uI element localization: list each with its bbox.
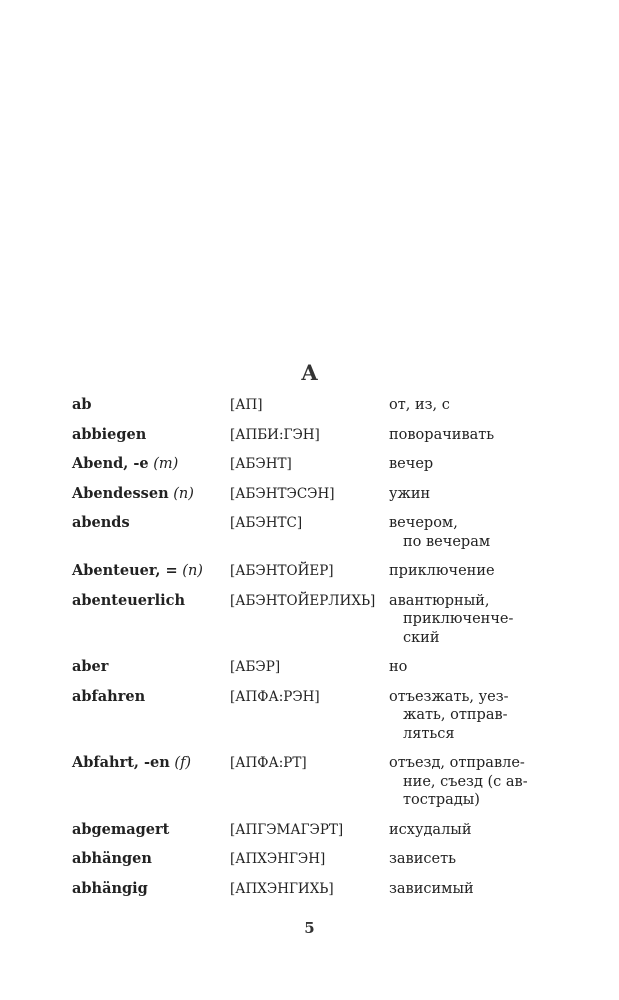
translation-line: зависеть bbox=[389, 851, 456, 867]
entry-word: abhängig bbox=[72, 879, 148, 897]
entry-headword bbox=[72, 754, 230, 773]
entry-headword bbox=[72, 850, 230, 869]
entry-word: Abendessen bbox=[72, 484, 169, 502]
translation-line: приключение bbox=[389, 563, 495, 579]
translation-line: от, из, с bbox=[389, 397, 450, 413]
translation-line: ляться bbox=[403, 725, 455, 742]
entry-gender: (f) bbox=[174, 755, 192, 771]
entry-translation bbox=[389, 592, 552, 648]
translation-line: жать, отправ- bbox=[403, 707, 508, 723]
entry-word: Abend, -e bbox=[72, 455, 149, 472]
entry-headword bbox=[72, 514, 230, 533]
entry-translation bbox=[389, 658, 552, 677]
dictionary-entry bbox=[72, 485, 552, 504]
entry-pronunciation: [АПБИ:ГЭН] bbox=[230, 426, 320, 443]
entry-gender: (m) bbox=[153, 456, 179, 472]
dictionary-entry bbox=[72, 658, 552, 677]
entry-translation bbox=[389, 821, 552, 840]
entry-word: Abfahrt, -en bbox=[72, 754, 170, 771]
dictionary-entry bbox=[72, 688, 552, 744]
translation-line: отъезжать, уез- bbox=[389, 688, 509, 705]
entry-pronunciation: [АПГЭМАГЭРТ] bbox=[230, 821, 344, 838]
entry-pronunciation: [АБЭНТЭСЭН] bbox=[230, 485, 335, 502]
entry-pronunciation: [АПХЭНГИХЬ] bbox=[230, 880, 334, 897]
entry-translation bbox=[389, 850, 552, 869]
entry-pronunciation: [АП] bbox=[230, 397, 263, 413]
entry-word: abhängen bbox=[72, 850, 152, 867]
translation-line: но bbox=[389, 659, 408, 675]
entry-translation bbox=[389, 754, 552, 810]
translation-line: отъезд, отправле- bbox=[389, 755, 525, 771]
entry-translation bbox=[389, 455, 552, 474]
translation-line: поворачивать bbox=[389, 426, 495, 443]
entry-word: abgemagert bbox=[72, 820, 170, 838]
entry-translation bbox=[389, 396, 552, 415]
dictionary-entry bbox=[72, 880, 552, 899]
entry-headword bbox=[72, 396, 230, 415]
entry-word: abenteuerlich bbox=[72, 591, 186, 609]
translation-line: зависимый bbox=[389, 880, 474, 897]
translation-line: приключенче- bbox=[403, 611, 514, 627]
entry-translation bbox=[389, 880, 552, 899]
dictionary-entry bbox=[72, 426, 552, 445]
entry-gender: (n) bbox=[173, 485, 194, 502]
translation-line: ние, съезд (с ав- bbox=[403, 773, 528, 790]
entry-headword bbox=[72, 821, 230, 840]
entry-pronunciation: [АПХЭНГЭН] bbox=[230, 851, 326, 867]
entry-translation bbox=[389, 426, 552, 445]
dictionary-entries bbox=[72, 396, 552, 909]
dictionary-entry bbox=[72, 754, 552, 810]
translation-line: по вечерам bbox=[403, 533, 491, 550]
entry-pronunciation: [АБЭНТОЙЕРЛИХЬ] bbox=[230, 592, 376, 609]
entry-headword bbox=[72, 426, 230, 445]
entry-headword bbox=[72, 658, 230, 677]
dictionary-entry bbox=[72, 850, 552, 869]
entry-word: aber bbox=[72, 658, 109, 675]
entry-word: abfahren bbox=[72, 687, 146, 705]
entry-headword bbox=[72, 688, 230, 707]
dictionary-entry bbox=[72, 592, 552, 648]
translation-line: вечером, bbox=[389, 515, 458, 531]
dictionary-entry bbox=[72, 514, 552, 551]
entry-pronunciation: [АБЭНТС] bbox=[230, 515, 303, 531]
translation-line: ужин bbox=[389, 485, 431, 502]
entry-pronunciation: [АПФА:РЭН] bbox=[230, 688, 320, 705]
entry-translation bbox=[389, 688, 552, 744]
translation-line: ский bbox=[403, 629, 440, 646]
entry-pronunciation: [АБЭР] bbox=[230, 659, 281, 675]
entry-pronunciation: [АБЭНТ] bbox=[230, 456, 292, 472]
entry-headword bbox=[72, 880, 230, 899]
entry-headword bbox=[72, 485, 230, 504]
dictionary-entry bbox=[72, 821, 552, 840]
entry-translation bbox=[389, 485, 552, 504]
entry-headword bbox=[72, 455, 230, 474]
entry-pronunciation: [АПФА:РТ] bbox=[230, 755, 307, 771]
translation-line: тострады) bbox=[403, 792, 480, 808]
entry-headword bbox=[72, 562, 230, 581]
dictionary-entry bbox=[72, 562, 552, 581]
entry-word: abbiegen bbox=[72, 425, 147, 443]
translation-line: вечер bbox=[389, 456, 434, 472]
translation-line: исхудалый bbox=[389, 821, 472, 838]
entry-word: Abenteuer, = bbox=[72, 562, 178, 579]
entry-headword bbox=[72, 592, 230, 611]
page-number: 5 bbox=[304, 919, 315, 937]
entry-translation bbox=[389, 514, 552, 551]
entry-word: ab bbox=[72, 396, 92, 413]
entry-translation bbox=[389, 562, 552, 581]
entry-word: abends bbox=[72, 514, 130, 531]
entry-gender: (n) bbox=[182, 563, 203, 579]
entry-pronunciation: [АБЭНТОЙЕР] bbox=[230, 563, 334, 579]
dictionary-entry bbox=[72, 455, 552, 474]
section-letter: A bbox=[301, 360, 318, 385]
dictionary-entry bbox=[72, 396, 552, 415]
translation-line: авантюрный, bbox=[389, 592, 490, 609]
